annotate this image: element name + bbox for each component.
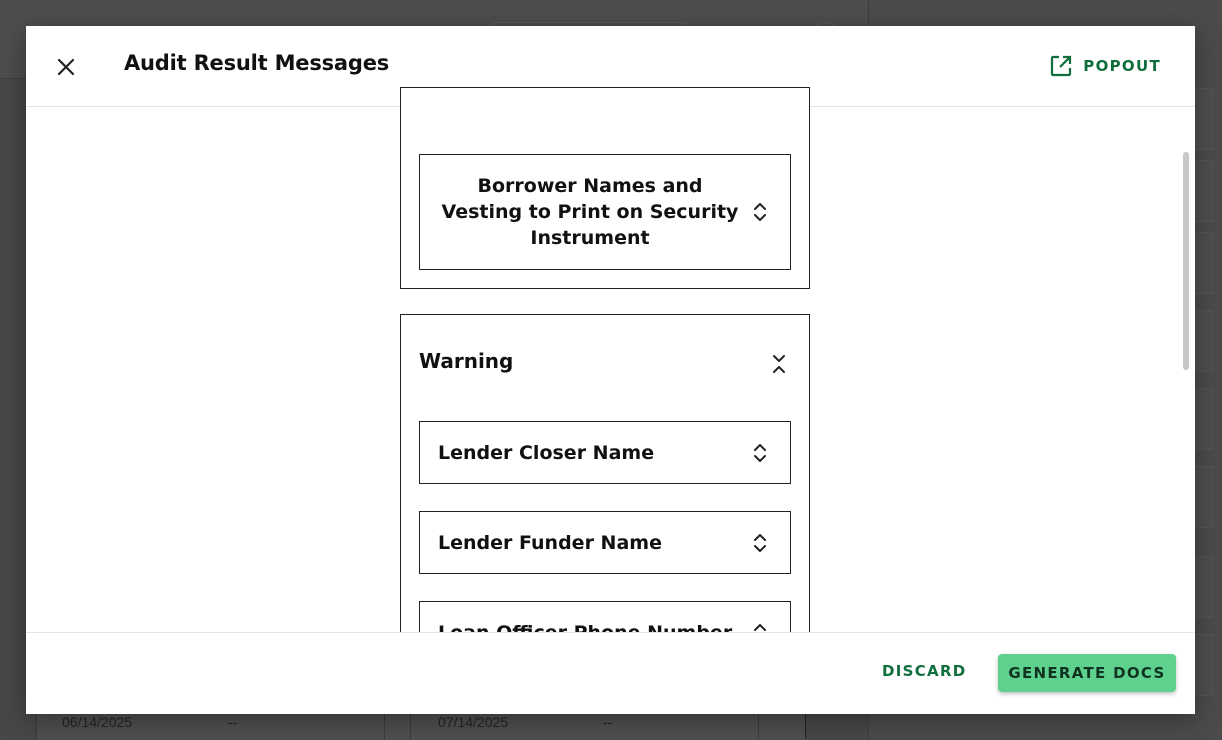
background-cell-value: -- [228,714,238,730]
background-cell-value: -- [603,714,613,730]
message-group [400,87,810,289]
group-heading: Warning [419,349,514,373]
unfold-more-icon[interactable] [752,532,768,554]
message-item-label: Lender Closer Name [438,441,655,464]
audit-result-dialog [26,26,1195,713]
background-divider [36,714,37,739]
unfold-less-icon[interactable] [771,353,787,375]
background-divider [758,714,759,739]
background-divider [384,714,385,739]
message-item-label: Borrower Names and Vesting to Print on Security Instrument [441,175,739,249]
dialog-body[interactable] [26,107,1195,632]
discard-button[interactable]: DISCARD [882,662,967,680]
dialog-footer [26,632,1195,714]
unfold-more-icon[interactable] [752,442,768,464]
generate-docs-button[interactable]: GENERATE DOCS [998,654,1176,692]
open-in-new-icon[interactable] [1049,54,1073,78]
background-cell-date: 06/14/2025 [62,714,133,730]
popout-label: POPOUT [1083,57,1161,75]
unfold-more-icon[interactable] [752,201,768,223]
message-item[interactable] [419,511,791,574]
close-icon[interactable] [52,53,80,81]
close-button[interactable] [52,53,80,81]
scrollbar-thumb[interactable] [1183,152,1189,370]
message-group-warning [400,314,810,656]
message-item[interactable] [419,421,791,484]
background-cell-date: 07/14/2025 [438,714,509,730]
dialog-title: Audit Result Messages [124,51,390,75]
message-item[interactable] [419,154,791,270]
message-item-label: Lender Funder Name [438,531,662,554]
background-divider [410,714,411,739]
popout-button[interactable] [1049,52,1161,80]
